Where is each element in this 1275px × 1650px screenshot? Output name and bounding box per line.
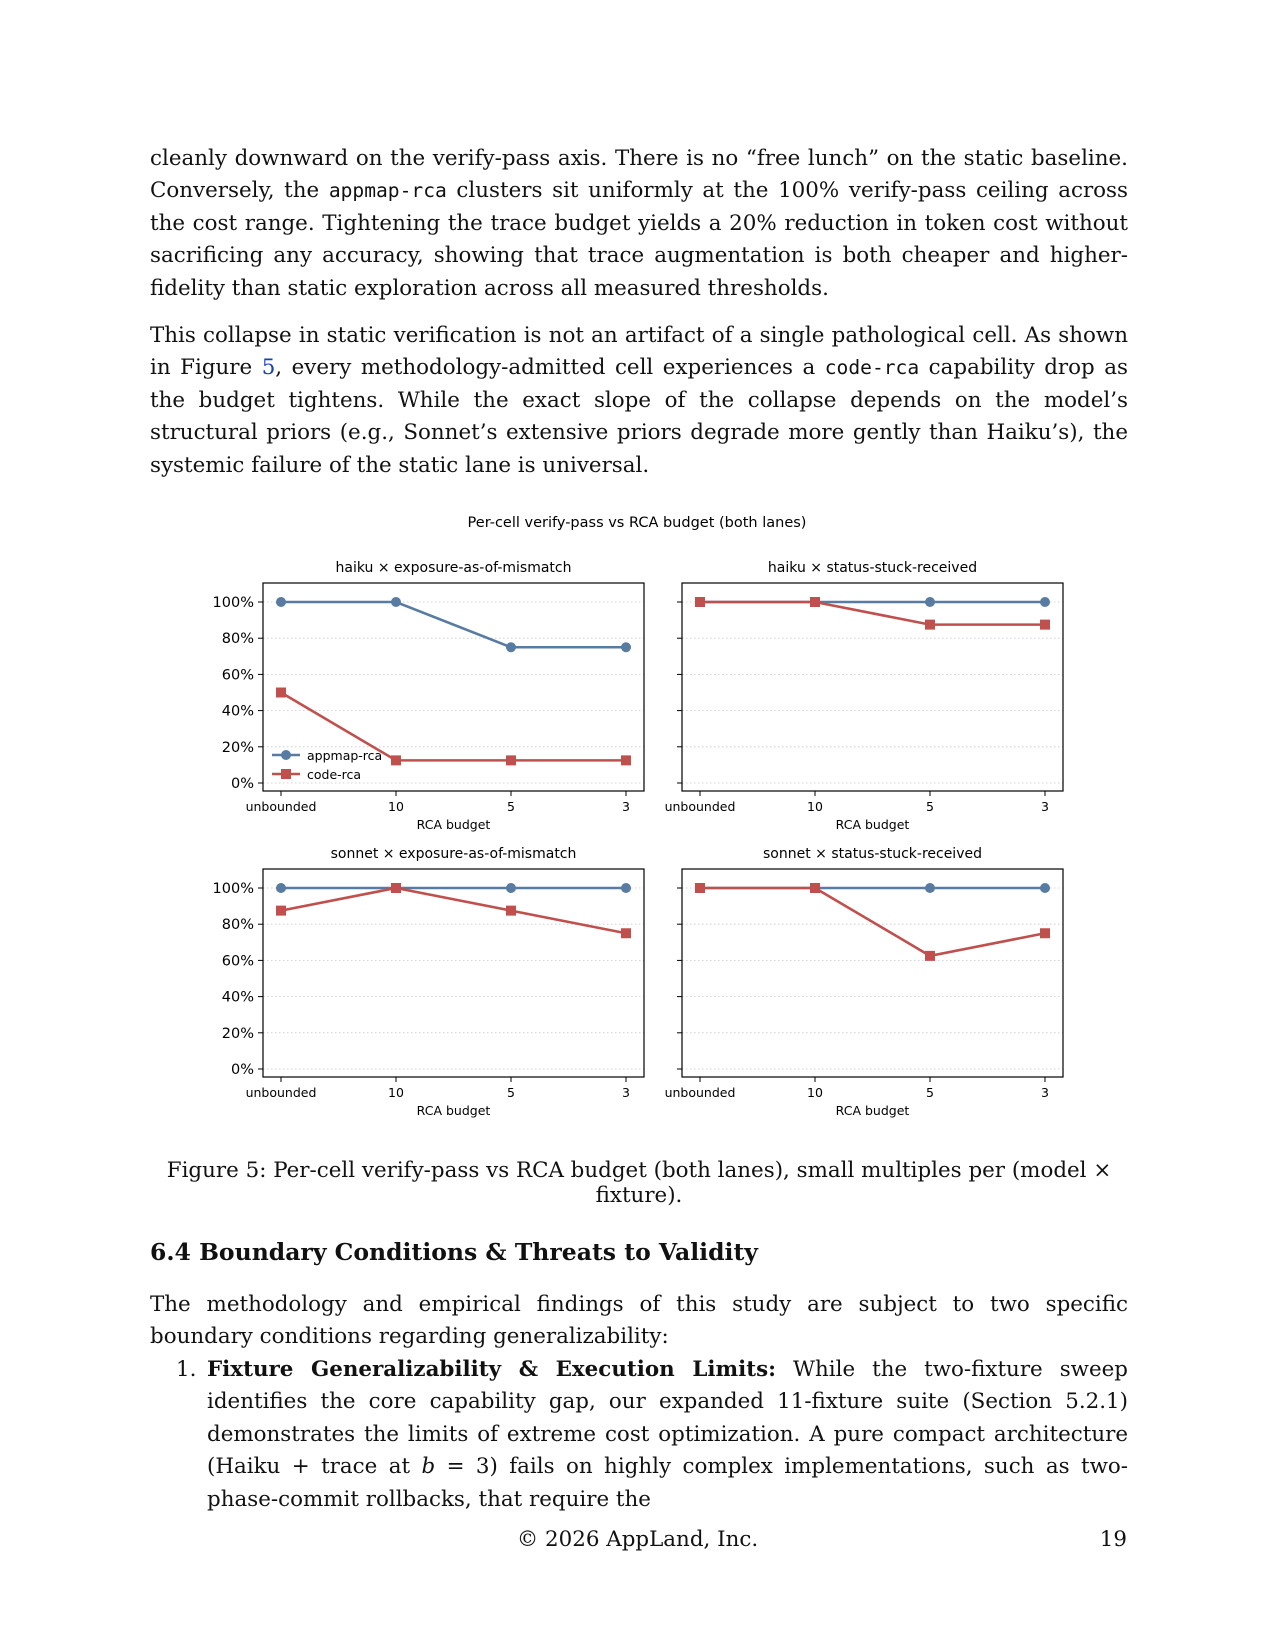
legend-marker bbox=[281, 769, 291, 779]
data-point bbox=[506, 755, 516, 765]
data-point bbox=[695, 597, 705, 607]
x-tick-label: 3 bbox=[1041, 1085, 1049, 1100]
y-tick-label: 0% bbox=[230, 1062, 254, 1078]
list-item bbox=[150, 1354, 1128, 1516]
data-point bbox=[391, 883, 401, 893]
paragraph-verify-pass bbox=[150, 143, 1128, 305]
x-tick-label: 10 bbox=[388, 799, 404, 814]
x-tick-label: unbounded bbox=[245, 799, 317, 814]
data-point bbox=[1040, 883, 1050, 893]
y-tick-label: 40% bbox=[221, 703, 254, 720]
panel-frame bbox=[263, 869, 644, 1077]
data-point bbox=[1040, 928, 1050, 938]
data-point bbox=[810, 883, 820, 893]
panel-title: haiku × status-stuck-received bbox=[767, 560, 978, 576]
x-tick-label: 5 bbox=[926, 1085, 934, 1100]
chart-panel bbox=[665, 560, 1063, 832]
data-point bbox=[391, 883, 401, 893]
chart-suptitle: Per-cell verify-pass vs RCA budget (both lanes) bbox=[467, 515, 807, 531]
data-point bbox=[621, 755, 631, 765]
y-tick-label: 0% bbox=[230, 776, 254, 792]
data-point bbox=[1040, 620, 1050, 630]
data-point bbox=[276, 906, 286, 916]
y-tick-label: 60% bbox=[221, 667, 254, 684]
data-point bbox=[506, 883, 516, 893]
panel-frame bbox=[682, 583, 1063, 791]
code-appmap-rca: appmap-rca bbox=[328, 179, 447, 203]
footer-copyright: © 2026 AppLand, Inc. bbox=[516, 1527, 759, 1552]
page-number: 19 bbox=[1099, 1527, 1127, 1552]
x-tick-label: 5 bbox=[507, 799, 515, 814]
x-tick-label: 5 bbox=[507, 1085, 515, 1100]
x-axis-label: RCA budget bbox=[416, 1103, 491, 1118]
p2-text-1: This collapse in static verification is not an artifact of a single pathological cell. As shown in Figure bbox=[150, 323, 1128, 381]
data-point bbox=[810, 597, 820, 607]
y-tick-label: 80% bbox=[221, 917, 254, 934]
data-point bbox=[621, 883, 631, 893]
y-tick-label: 80% bbox=[221, 631, 254, 648]
data-point bbox=[925, 951, 935, 961]
series-line bbox=[281, 693, 626, 761]
y-tick-label: 20% bbox=[221, 1025, 254, 1042]
panel-title: sonnet × exposure-as-of-mismatch bbox=[330, 846, 577, 862]
x-tick-label: 3 bbox=[622, 799, 630, 814]
p2-text-3: capability drop as the budget tightens. While the exact slope of the collapse depends on the model’s structural priors (e.g., Sonnet’s extensive priors degrade more gently than Haiku’s), the systemic failure of the static lane is universal. bbox=[150, 355, 1128, 478]
legend-marker bbox=[281, 750, 291, 760]
series-line bbox=[281, 602, 626, 647]
x-tick-label: 10 bbox=[807, 1085, 823, 1100]
chart-panel bbox=[665, 846, 1063, 1118]
data-point bbox=[506, 642, 516, 652]
list-item-variable: b bbox=[421, 1454, 436, 1480]
data-point bbox=[695, 883, 705, 893]
x-tick-label: unbounded bbox=[245, 1085, 317, 1100]
data-point bbox=[925, 620, 935, 630]
data-point bbox=[276, 883, 286, 893]
series-line bbox=[700, 602, 1045, 625]
threats-list bbox=[150, 1354, 1128, 1516]
data-point bbox=[695, 883, 705, 893]
data-point bbox=[391, 597, 401, 607]
panel-title: sonnet × status-stuck-received bbox=[763, 846, 982, 862]
data-point bbox=[810, 883, 820, 893]
panel-frame bbox=[682, 869, 1063, 1077]
y-tick-label: 60% bbox=[221, 953, 254, 970]
chart-panel bbox=[213, 560, 644, 832]
p1-text-2: clusters sit uniformly at the 100% verify-pass ceiling across the cost range. Tightening the trace budget yields a 20% reduction in token cost without sacrificing any accuracy, showing that trace augmentation is both cheaper and higher-fidelity than static exploration across all measured thresholds. bbox=[150, 178, 1129, 301]
data-point bbox=[621, 928, 631, 938]
p1-text-1: cleanly downward on the verify-pass axis. There is no “free lunch” on the static baseline. Conversely, the bbox=[150, 146, 1128, 204]
legend-label: appmap-rca bbox=[307, 748, 383, 763]
x-axis-label: RCA budget bbox=[416, 817, 491, 832]
legend-label: code-rca bbox=[307, 767, 362, 782]
paragraph-collapse bbox=[150, 320, 1128, 482]
section-heading: 6.4 Boundary Conditions & Threats to Validity bbox=[150, 1238, 758, 1266]
data-point bbox=[276, 688, 286, 698]
list-item-heading: Fixture Generalizability & Execution Limits: bbox=[207, 1357, 777, 1382]
list-item-text-2: = 3) fails on highly complex implementations, such as two-phase-commit rollbacks, that require the bbox=[207, 1454, 1129, 1512]
x-tick-label: 5 bbox=[926, 799, 934, 814]
x-tick-label: unbounded bbox=[664, 1085, 736, 1100]
list-item-text-1: While the two-fixture sweep identifies the core capability gap, our expanded 11-fixture suite (Section 5.2.1) demonstrates the limits of extreme cost optimization. A pure compact architecture (Haiku + trace at bbox=[207, 1357, 1128, 1480]
x-tick-label: 3 bbox=[622, 1085, 630, 1100]
y-tick-label: 40% bbox=[221, 989, 254, 1006]
x-axis-label: RCA budget bbox=[835, 817, 910, 832]
data-point bbox=[925, 883, 935, 893]
figure-ref-link[interactable]: 5 bbox=[261, 355, 276, 381]
data-point bbox=[1040, 597, 1050, 607]
x-tick-label: 10 bbox=[388, 1085, 404, 1100]
section-intro: The methodology and empirical findings of this study are subject to two specific boundary conditions regarding generalizability: bbox=[150, 1292, 1128, 1350]
x-axis-label: RCA budget bbox=[835, 1103, 910, 1118]
y-tick-label: 100% bbox=[212, 881, 254, 897]
x-tick-label: 10 bbox=[807, 799, 823, 814]
data-point bbox=[621, 642, 631, 652]
list-item-number: 1. bbox=[176, 1357, 197, 1382]
data-point bbox=[810, 597, 820, 607]
code-code-rca: code-rca bbox=[824, 356, 920, 380]
series-line bbox=[281, 888, 626, 933]
data-point bbox=[695, 597, 705, 607]
figure-caption: Figure 5: Per-cell verify-pass vs RCA budget (both lanes), small multiples per (model × fixture). bbox=[166, 1158, 1112, 1208]
data-point bbox=[925, 597, 935, 607]
data-point bbox=[506, 906, 516, 916]
data-point bbox=[276, 597, 286, 607]
y-tick-label: 20% bbox=[221, 739, 254, 756]
panel-frame bbox=[263, 583, 644, 791]
y-tick-label: 100% bbox=[212, 595, 254, 611]
chart-panel bbox=[213, 846, 644, 1118]
panel-title: haiku × exposure-as-of-mismatch bbox=[335, 560, 572, 576]
p2-text-2: , every methodology-admitted cell experiences a bbox=[275, 355, 825, 381]
data-point bbox=[391, 755, 401, 765]
x-tick-label: unbounded bbox=[664, 799, 736, 814]
series-line bbox=[700, 888, 1045, 956]
x-tick-label: 3 bbox=[1041, 799, 1049, 814]
